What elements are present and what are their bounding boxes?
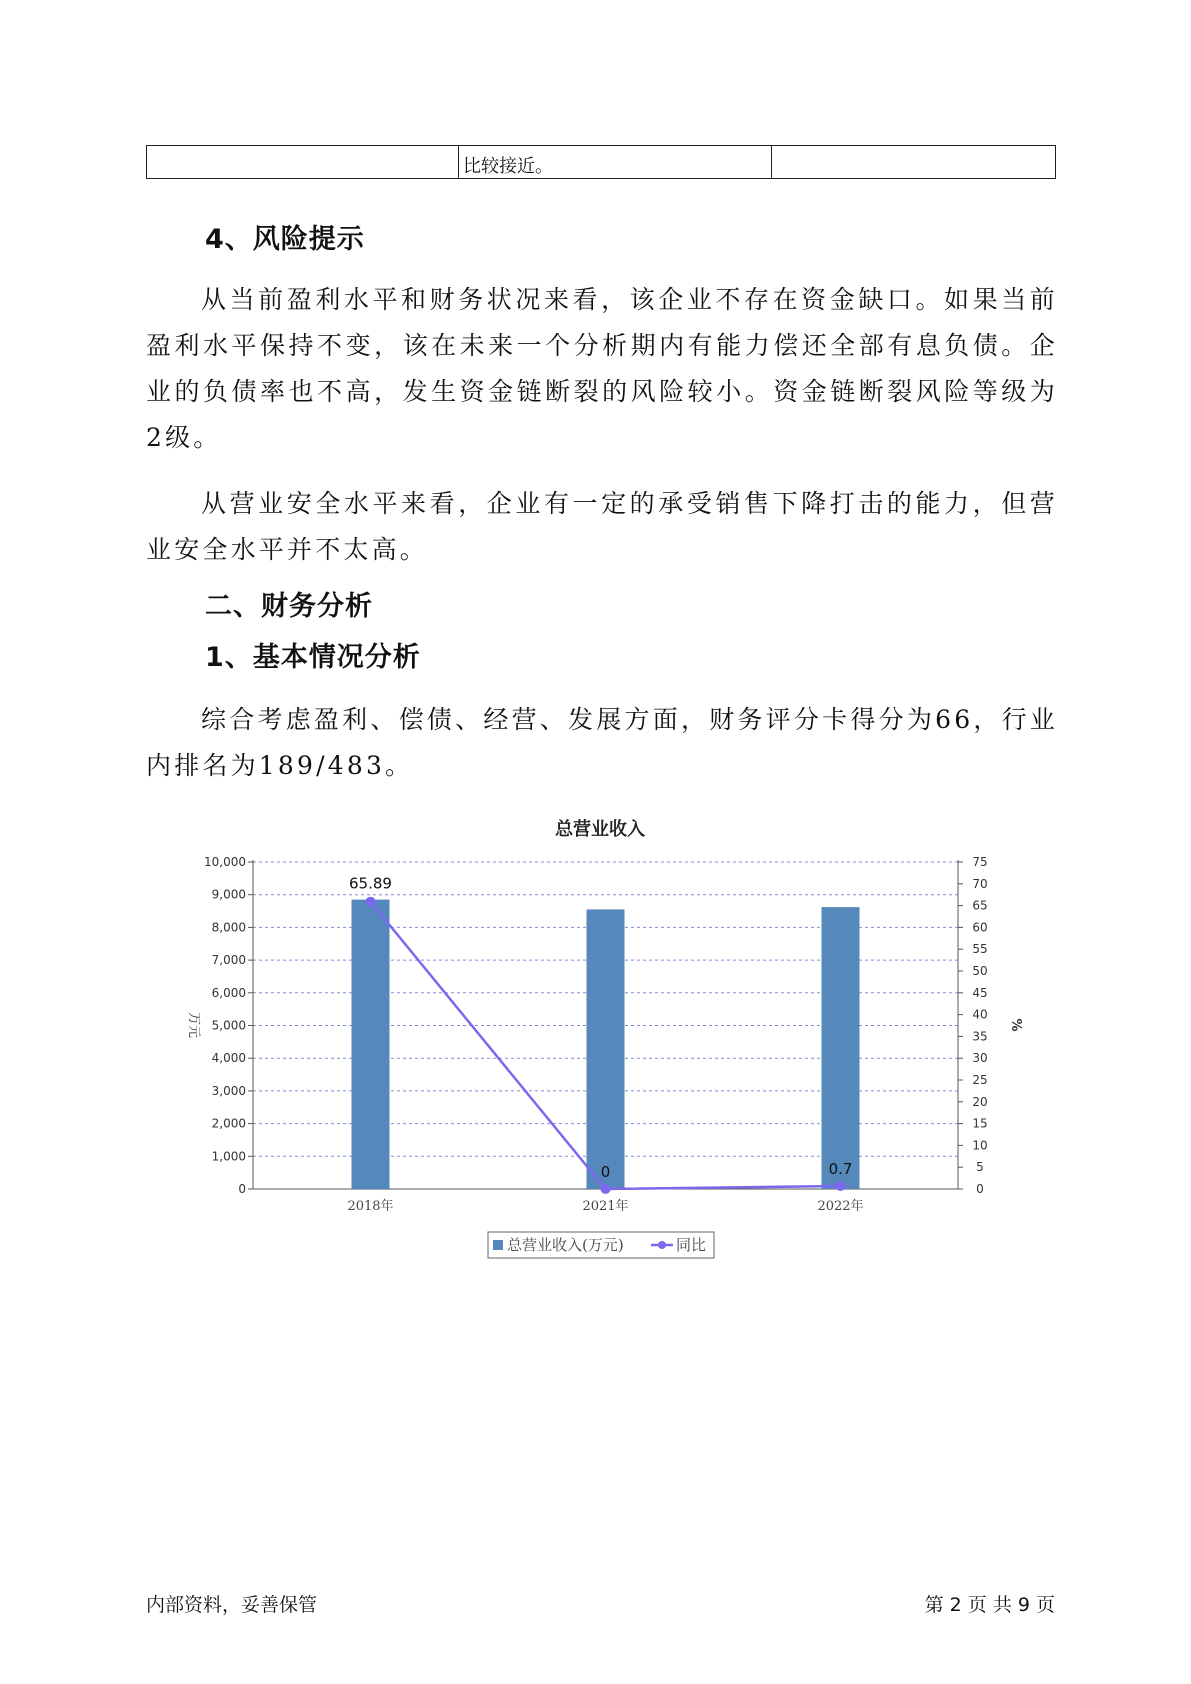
- y2-tick-label: 10: [972, 1138, 988, 1153]
- footer-page-number: 第 2 页 共 9 页: [924, 1594, 1055, 1616]
- y-axis-label: 万元: [186, 1011, 201, 1039]
- y2-tick-label: 50: [972, 964, 988, 978]
- legend-swatch-point: [658, 1241, 666, 1249]
- y-tick-label: 2,000: [211, 1116, 246, 1131]
- yoy-data-label: 0: [600, 1163, 611, 1181]
- y-tick-label: 5,000: [211, 1018, 246, 1033]
- y-tick-label: 8,000: [211, 920, 246, 935]
- y2-tick-label: 20: [972, 1094, 988, 1109]
- bar: [822, 907, 860, 1189]
- footer-confidential: 内部资料，妥善保管: [146, 1594, 318, 1616]
- y2-tick-label: 35: [972, 1029, 988, 1044]
- legend-label-yoy: 同比: [676, 1236, 707, 1254]
- y-tick-label: 4,000: [211, 1051, 246, 1066]
- yoy-point: [366, 897, 376, 907]
- y-tick-label: 3,000: [211, 1083, 246, 1098]
- y2-tick-label: 5: [976, 1160, 984, 1175]
- yoy-point: [601, 1184, 611, 1194]
- basic-analysis-heading: 1、基本情况分析: [205, 642, 421, 673]
- bar: [587, 909, 625, 1189]
- y2-tick-label: 15: [972, 1116, 988, 1131]
- y-tick-label: 7,000: [211, 953, 246, 968]
- x-tick-label: 2022年: [817, 1199, 864, 1214]
- legend-swatch-bar: [493, 1240, 503, 1250]
- y-tick-label: 6,000: [211, 985, 246, 1000]
- y2-axis-label: %: [1008, 1018, 1023, 1032]
- y2-tick-label: 0: [976, 1182, 984, 1196]
- y-tick-label: 0: [238, 1182, 246, 1196]
- y2-tick-label: 65: [972, 898, 988, 913]
- y2-tick-label: 30: [972, 1051, 988, 1066]
- chart-title: 总营业收入: [555, 819, 645, 840]
- x-tick-label: 2018年: [347, 1199, 394, 1214]
- y2-tick-label: 70: [972, 876, 988, 891]
- risk-paragraph-2: 从营业安全水平来看，企业有一定的承受销售下降打击的能力，但营业安全水平并不太高。: [146, 489, 1058, 564]
- yoy-data-label: 0.7: [828, 1159, 853, 1178]
- y-tick-label: 1,000: [211, 1149, 246, 1164]
- table-cell: 比较接近。: [459, 146, 772, 179]
- y2-tick-label: 60: [972, 920, 988, 935]
- y2-tick-label: 25: [972, 1073, 988, 1087]
- y2-tick-label: 45: [972, 985, 988, 1000]
- risk-heading: 4、风险提示: [205, 224, 365, 255]
- basic-analysis-paragraph: 综合考虑盈利、偿债、经营、发展方面，财务评分卡得分为66，行业内排名为189/483。: [146, 705, 1058, 780]
- bar: [352, 900, 390, 1189]
- x-tick-label: 2021年: [582, 1199, 629, 1214]
- y2-tick-label: 75: [972, 855, 988, 869]
- y-tick-label: 10,000: [204, 855, 246, 869]
- finance-heading: 二、财务分析: [205, 591, 373, 622]
- legend-label-revenue: 总营业收入(万元): [507, 1236, 624, 1254]
- y2-tick-label: 40: [972, 1007, 988, 1022]
- risk-paragraph-1: 从当前盈利水平和财务状况来看，该企业不存在资金缺口。如果当前盈利水平保持不变，该在未来一个分析期内有能力偿还全部有息负债。企业的负债率也不高，发生资金链断裂的风险较小。资金链断裂风险等级为2级。: [146, 285, 1058, 452]
- y-tick-label: 9,000: [211, 887, 246, 902]
- yoy-data-label: 65.89: [349, 874, 392, 893]
- yoy-point: [836, 1181, 846, 1191]
- y2-tick-label: 55: [972, 942, 988, 957]
